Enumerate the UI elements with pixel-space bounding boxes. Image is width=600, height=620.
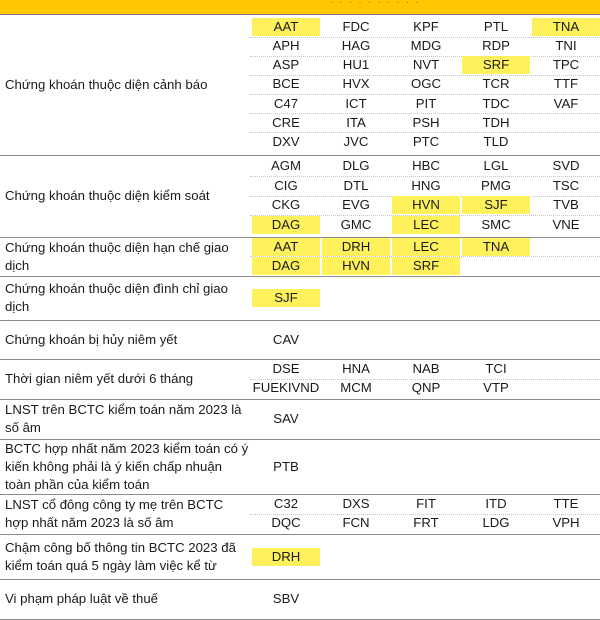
ticker-cell: PTB xyxy=(273,458,299,474)
ticker-cell: QNP xyxy=(411,380,441,395)
ticker-cell: VAF xyxy=(553,95,579,111)
ticker-cell: DXS xyxy=(342,496,370,511)
ticker-cell-highlighted: LEC xyxy=(392,238,460,256)
ticker-cell: TPC xyxy=(552,57,580,73)
ticker-cell-highlighted: SJF xyxy=(252,289,320,307)
ticker-cell-highlighted: SRF xyxy=(392,257,460,275)
ticker-cell: PMG xyxy=(480,177,512,193)
ticker-cell: ITD xyxy=(485,496,507,511)
row-label: Vi phạm pháp luật về thuế xyxy=(5,591,158,606)
ticker-cell: CKG xyxy=(271,197,301,212)
ticker-cell-highlighted: HVN xyxy=(322,257,390,275)
ticker-cell-highlighted: HVN xyxy=(392,196,460,214)
table-row xyxy=(0,320,600,359)
ticker-cell: HU1 xyxy=(342,57,370,73)
ticker-cell: C32 xyxy=(273,496,299,511)
ticker-cell: DSE xyxy=(272,361,300,376)
ticker-cell: NAB xyxy=(412,361,440,376)
ticker-cell: DQC xyxy=(271,515,301,530)
ticker-cell: KPF xyxy=(413,19,439,34)
table-row xyxy=(0,534,600,579)
ticker-cell-highlighted: DAG xyxy=(252,257,320,275)
ticker-cell: TVB xyxy=(553,197,579,212)
ticker-cell: ICT xyxy=(345,95,367,111)
row-label: Chứng khoán thuộc diện hạn chế giao dịch xyxy=(5,239,229,273)
row-label: Chứng khoán thuộc diện cảnh báo xyxy=(5,77,208,92)
ticker-cell: TDC xyxy=(482,95,510,111)
ticker-cell: FDC xyxy=(342,19,370,34)
ticker-cell: NVT xyxy=(412,57,440,73)
ticker-cell: SMC xyxy=(481,216,511,232)
ticker-cell: CAV xyxy=(272,331,300,347)
ticker-cell: PTC xyxy=(412,133,440,149)
ticker-cell: HNG xyxy=(411,177,441,193)
ticker-cell: SBV xyxy=(272,591,300,606)
ticker-cell: VTP xyxy=(483,380,509,395)
ticker-cell: TSC xyxy=(552,177,580,193)
ticker-cell: SAV xyxy=(273,411,299,426)
ticker-cell: JVC xyxy=(343,133,369,149)
ticker-cell: RDP xyxy=(482,38,510,54)
ticker-cell-highlighted: AAT xyxy=(252,18,320,36)
ticker-cell: TCR xyxy=(482,76,510,92)
table-row xyxy=(0,579,600,619)
row-label: BCTC hợp nhất năm 2023 kiểm toán có ý kiến không phải là ý kiến chấp nhuận toàn phần của kiểm toán xyxy=(5,440,249,492)
ticker-cell-highlighted: SRF xyxy=(462,56,530,74)
ticker-cell-highlighted: DRH xyxy=(252,548,320,566)
ticker-cell: TNI xyxy=(555,38,577,54)
row-label: LNST cổ đông công ty mẹ trên BCTC hợp nhất năm 2023 là số âm xyxy=(5,497,224,530)
header-bar-marks: · · · · · · · · · · xyxy=(330,0,421,7)
ticker-cell: APH xyxy=(272,38,300,54)
row-label: Chứng khoán thuộc diện đình chỉ giao dịch xyxy=(5,281,228,314)
ticker-cell: TCI xyxy=(485,361,507,376)
ticker-cell: DLG xyxy=(342,158,370,173)
ticker-cell: MCM xyxy=(340,380,372,395)
ticker-cell-highlighted: DAG xyxy=(252,216,320,234)
ticker-cell: CIG xyxy=(274,177,298,193)
row-label: Chậm công bố thông tin BCTC 2023 đã kiểm toán quá 5 ngày làm việc kể từ xyxy=(5,539,236,573)
row-label: Thời gian niêm yết dưới 6 tháng xyxy=(5,371,194,386)
ticker-cell: PTL xyxy=(483,19,509,34)
ticker-cell: EVG xyxy=(342,197,370,212)
ticker-cell: PIT xyxy=(415,95,437,111)
table-row xyxy=(0,237,600,276)
ticker-cell: FIT xyxy=(416,496,436,511)
ticker-cell: GMC xyxy=(340,216,372,232)
ticker-cell: VPH xyxy=(552,515,580,530)
ticker-cell: TTE xyxy=(553,496,579,511)
ticker-cell: HVX xyxy=(342,76,370,92)
ticker-cell-highlighted: LEC xyxy=(392,216,460,234)
ticker-cell: TDH xyxy=(482,114,510,130)
ticker-cell: TTF xyxy=(553,76,579,92)
row-label: Chứng khoán bị hủy niêm yết xyxy=(5,331,178,347)
table-row xyxy=(0,359,600,399)
ticker-cell: AGM xyxy=(270,158,302,173)
ticker-cell: PSH xyxy=(412,114,440,130)
ticker-cell: TLD xyxy=(483,133,509,149)
ticker-cell: VNE xyxy=(552,216,580,232)
row-label: Chứng khoán thuộc diện kiểm soát xyxy=(5,188,210,203)
ticker-cell: C47 xyxy=(273,95,299,111)
ticker-cell: HAG xyxy=(341,38,371,54)
table-row xyxy=(0,15,600,155)
header-bar xyxy=(0,0,600,15)
ticker-cell: FUEKIVND xyxy=(252,380,320,395)
ticker-cell-highlighted: DRH xyxy=(322,238,390,256)
table-row xyxy=(0,276,600,320)
ticker-cell-highlighted: TNA xyxy=(462,238,530,256)
ticker-cell-highlighted: SJF xyxy=(462,196,530,214)
row-label: LNST trên BCTC kiểm toán năm 2023 là số âm xyxy=(5,402,242,435)
ticker-cell-highlighted: TNA xyxy=(532,18,600,36)
ticker-cell: FCN xyxy=(342,515,370,530)
ticker-cell: DTL xyxy=(343,177,369,193)
ticker-cell: LGL xyxy=(483,158,509,173)
ticker-cell: HNA xyxy=(342,361,370,376)
table-row xyxy=(0,494,600,534)
ticker-cell: BCE xyxy=(272,76,300,92)
table-row xyxy=(0,439,600,494)
ticker-cell: MDG xyxy=(410,38,442,54)
ticker-cell: SVD xyxy=(552,158,580,173)
ticker-cell: OGC xyxy=(410,76,442,92)
ticker-cell: ITA xyxy=(346,114,366,130)
table-row xyxy=(0,399,600,439)
ticker-cell: FRT xyxy=(413,515,439,530)
ticker-cell: CRE xyxy=(272,114,300,130)
table-row xyxy=(0,155,600,237)
ticker-cell: HBC xyxy=(412,158,440,173)
ticker-cell-highlighted: AAT xyxy=(252,238,320,256)
ticker-cell: ASP xyxy=(272,57,300,73)
ticker-cell: DXV xyxy=(272,133,300,149)
ticker-cell: LDG xyxy=(482,515,510,530)
